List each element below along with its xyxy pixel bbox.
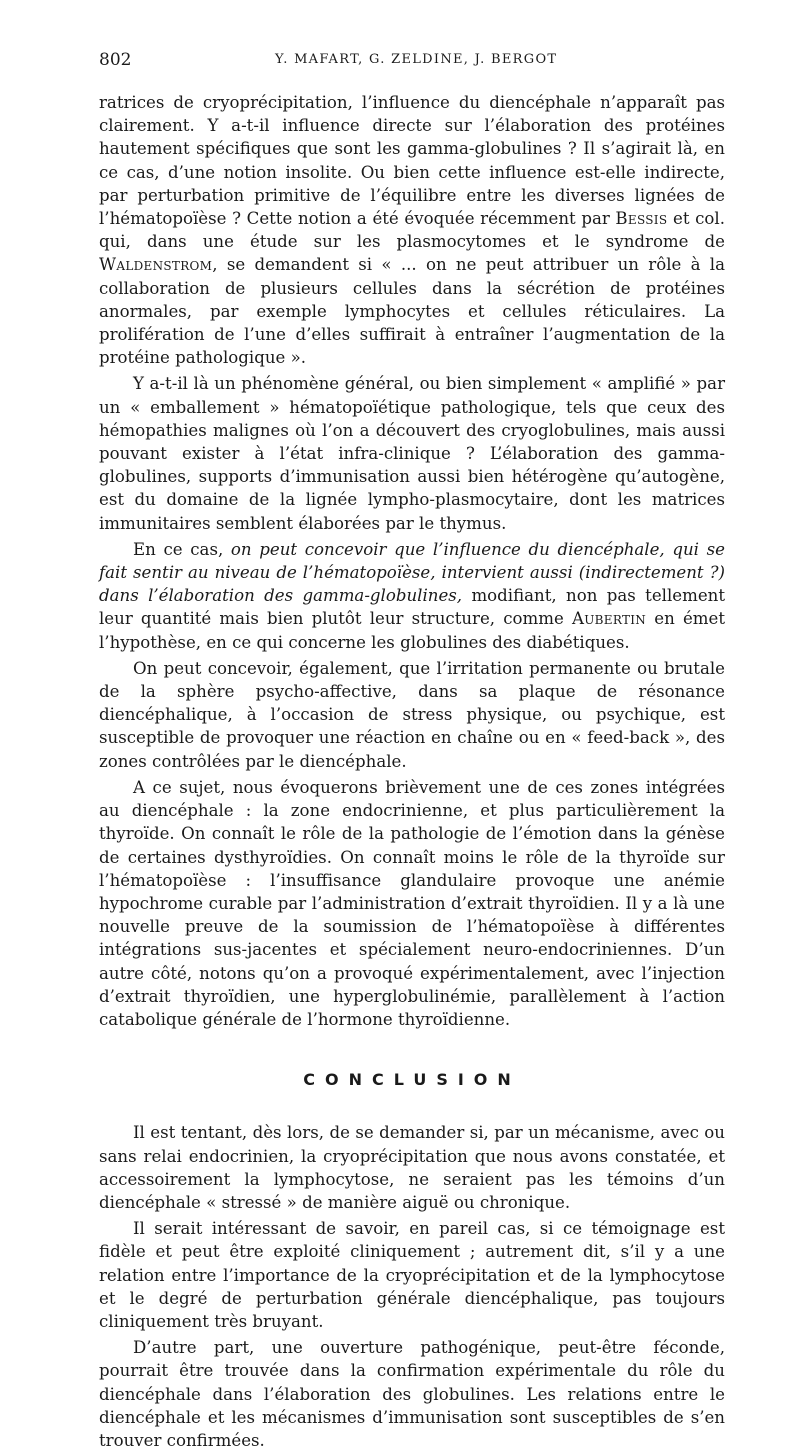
paragraph-1-text-c: , se demandent si « ... on ne peut attribuer un rôle à la collaboration de plusieurs cellules dans la sécrétion de protéines anormales, par exemple lymphocytes et cellules réticulaires. La prolifération de l’une d’elles suffirait à entraîner l’augmentation de la protéine pathologique ».: [99, 255, 725, 368]
page-header: [99, 44, 725, 74]
paragraph-3-text-a: En ce cas,: [133, 539, 231, 559]
document-page: [99, 44, 725, 1452]
conclusion-paragraph-2: Il serait intéressant de savoir, en pareil cas, si ce témoignage est fidèle et peut être exploité cliniquement ; autrement dit, s’il y a une relation entre l’importance de la cryoprécipitation et de la lymphocytose et le degré de perturbation générale diencéphalique, pas toujours cliniquement très bruyant.: [99, 1219, 725, 1331]
paragraph-3-italic: on peut concevoir que l’influence du diencéphale, qui se fait sentir au niveau de l’hématopoïèse, intervient aussi (indirectement ?) dans l’élaboration des gamma-globulines,: [99, 539, 725, 606]
conclusion-paragraph-3: D’autre part, une ouverture pathogénique, peut-être féconde, pourrait être trouvée dans la confirmation expérimentale du rôle du diencéphale dans l’élaboration des globulines. Les relations entre le diencéphale et les mécanismes d’immunisation sont susceptibles de s’en trouver confirmées.: [99, 1338, 725, 1450]
running-head-authors: Y. MAFART, G. ZELDINE, J. BERGOT: [275, 52, 558, 67]
author-name-bessis: Bessis: [615, 209, 668, 229]
section-title-conclusion: CONCLUSION: [303, 1070, 521, 1090]
paragraph-3: [99, 538, 725, 654]
paragraph-1-text-b: et col. qui, dans une étude sur les plasmocytomes et le syndrome de: [99, 209, 725, 252]
paragraph-2: Y a-t-il là un phénomène général, ou bien simplement « amplifié » par un « emballement » hématopoïétique pathologique, tels que ceux des hémopathies malignes où l’on a découvert des cryoglobulines, mais aussi pouvant exister à l’état infra-clinique ? L’élaboration des gamma-globulines, supports d’immunisation aussi bien hétérogène qu’autogène, est du domaine de la lignée lympho-plasmocytaire, dont les matrices immunitaires semblent élaborées par le thymus.: [99, 374, 725, 533]
paragraph-3-text-c: en émet l’hypothèse, en ce qui concerne les globulines des diabétiques.: [99, 609, 725, 652]
author-name-aubertin: Aubertin: [571, 609, 647, 629]
article-body: [99, 91, 725, 1452]
paragraph-1-text-a: ratrices de cryoprécipitation, l’influence du diencéphale n’apparaît pas clairement. Y a-t-il influence directe sur l’élaboration des protéines hautement spécifiques que sont les gamma-globulines ? Il s’agirait là, en ce cas, d’une notion insolite. Ou bien cette influence est-elle indirecte, par perturbation primitive de l’équilibre entre les diverses lignées de l’hématopoïèse ? Cette notion a été évoquée récemment par: [99, 93, 725, 229]
page-number: 802: [99, 50, 132, 70]
paragraph-3-text-b: modifiant, non pas tellement leur quantité mais bien plutôt leur structure, comme: [99, 586, 725, 629]
paragraph-1: [99, 91, 725, 369]
paragraph-5: A ce sujet, nous évoquerons brièvement une de ces zones intégrées au diencéphale : la zone endocrinienne, et plus particulièrement la thyroïde. On connaît le rôle de la pathologie de l’émotion dans la génèse de certaines dysthyroïdies. On connaît moins le rôle de la thyroïde sur l’hématopoïèse : l’insuffisance glandulaire provoque une anémie hypochrome curable par l’administration d’extrait thyroïdien. Il y a là une nouvelle preuve de la soumission de l’hématopoïèse à différentes intégrations sus-jacentes et spécialement neuro-endocriniennes. D’un autre côté, notons qu’on a provoqué expérimentalement, avec l’injection d’extrait thyroïdien, une hyperglobulinémie, parallèlement à l’action catabolique générale de l’hormone thyroïdienne.: [99, 777, 725, 1029]
author-name-waldenstrom: Waldenstrom: [99, 255, 213, 275]
conclusion-paragraph-1: Il est tentant, dès lors, de se demander si, par un mécanisme, avec ou sans relai endocrinien, la cryoprécipitation que nous avons constatée, et accessoirement la lymphocytose, ne seraient pas les témoins d’un diencéphale « stressé » de manière aiguë ou chronique.: [99, 1123, 725, 1212]
paragraph-4: On peut concevoir, également, que l’irritation permanente ou brutale de la sphère psycho-affective, dans sa plaque de résonance diencéphalique, à l’occasion de stress physique, ou psychique, est susceptible de provoquer une réaction en chaîne ou en « feed-back », des zones contrôlées par le diencéphale.: [99, 658, 725, 771]
